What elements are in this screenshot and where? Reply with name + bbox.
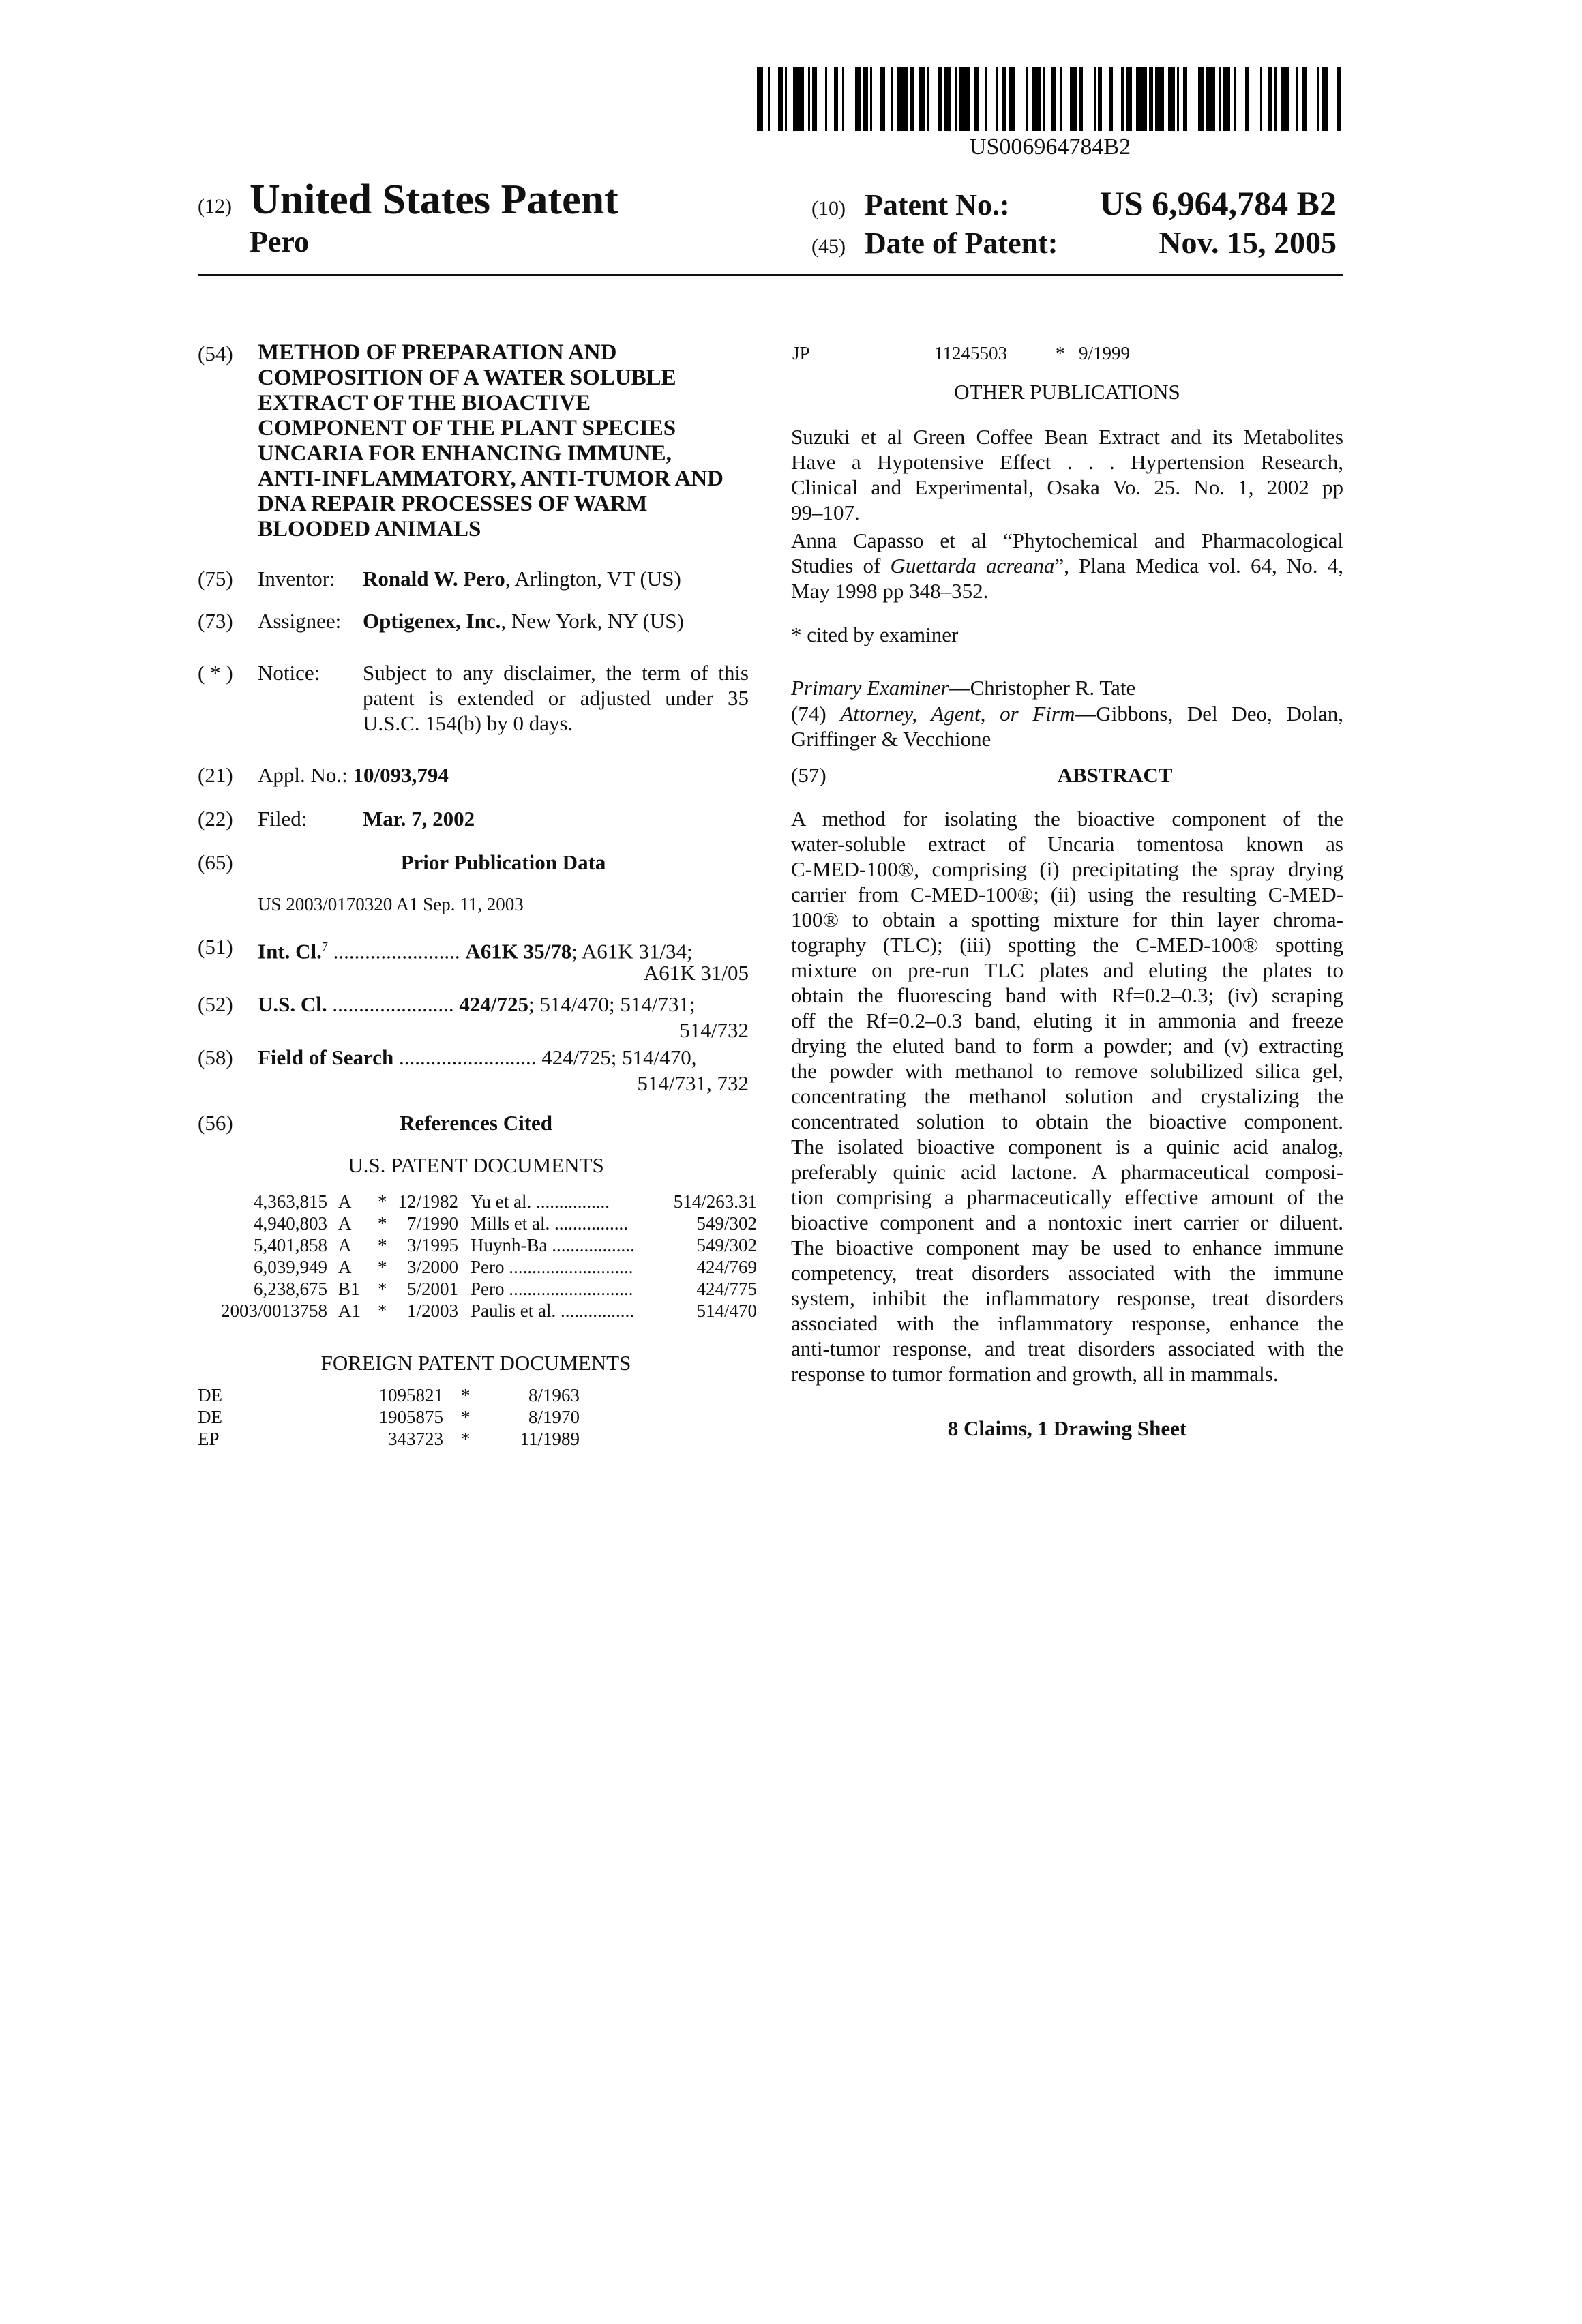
document-name: Paulis et al. ................ bbox=[471, 1300, 634, 1321]
abstract-line: concentrated solution to obtain the bioactive component. bbox=[791, 1109, 1343, 1133]
document-date: 1/2003 bbox=[406, 1300, 458, 1321]
assignee-place: , New York, NY (US) bbox=[501, 609, 684, 633]
abstract-line: water-soluble extract of Uncaria tomentosa known as bbox=[791, 832, 1343, 856]
barcode-bar bbox=[1083, 67, 1094, 131]
filed-date: Mar. 7, 2002 bbox=[363, 807, 475, 831]
abstract-line: bioactive component and a nontoxic inert carrier or diluent. bbox=[791, 1210, 1343, 1234]
us-document-row bbox=[205, 1256, 757, 1279]
barcode-bar bbox=[827, 67, 833, 131]
notice-line: U.S.C. 154(b) by 0 days. bbox=[363, 711, 573, 735]
document-number: 2003/0013758 bbox=[220, 1300, 327, 1321]
examiner-label: Primary Examiner bbox=[791, 676, 949, 700]
barcode-bar bbox=[855, 67, 861, 131]
document-kind: A bbox=[338, 1257, 352, 1277]
jp-country: JP bbox=[792, 343, 810, 363]
barcode-number: US006964784B2 bbox=[969, 134, 1131, 160]
barcode-bar bbox=[919, 67, 925, 131]
publication-line: Have a Hypotensive Effect . . . Hypertension Research, bbox=[791, 450, 1343, 474]
abstract-code: (57) bbox=[791, 763, 826, 787]
species-name: Guettarda acreana bbox=[890, 554, 1055, 578]
abstract-line: carrier from C-MED-100®; (ii) using the resulting C-MED- bbox=[791, 882, 1343, 906]
invention-title bbox=[258, 340, 762, 542]
notice-text bbox=[363, 660, 749, 736]
field-entry bbox=[258, 1045, 749, 1070]
document-number: 5,401,858 bbox=[254, 1235, 327, 1255]
us-document-row bbox=[205, 1278, 757, 1300]
prior-heading: Prior Publication Data bbox=[400, 850, 606, 874]
field-code: (58) bbox=[198, 1045, 233, 1069]
barcode-bar bbox=[1136, 67, 1147, 131]
inventor-code: (75) bbox=[198, 567, 233, 591]
barcode-bar bbox=[1187, 67, 1198, 131]
document-type: United States Patent bbox=[250, 177, 618, 223]
publication-line: Suzuki et al Green Coffee Bean Extract and its Metabolites bbox=[791, 425, 1343, 449]
barcode-bar bbox=[787, 67, 793, 131]
intcl-primary: A61K 35/78 bbox=[465, 939, 572, 964]
cited-by-examiner: * cited by examiner bbox=[791, 623, 959, 646]
prior-code: (65) bbox=[198, 850, 233, 874]
document-number: 4,940,803 bbox=[254, 1213, 327, 1234]
barcode-bar bbox=[944, 67, 951, 131]
us-document-row bbox=[205, 1191, 757, 1213]
foreign-document-row bbox=[198, 1384, 621, 1407]
intcl-secondary: ; A61K 31/34; bbox=[571, 939, 693, 964]
notice-code: ( * ) bbox=[198, 661, 233, 685]
document-name: Huynh-Ba .................. bbox=[471, 1235, 635, 1255]
jp-document-row bbox=[792, 342, 1215, 365]
barcode-bar bbox=[929, 67, 938, 131]
inventor-surname: Pero bbox=[250, 225, 310, 258]
document-kind: B1 bbox=[338, 1279, 360, 1299]
uscl-entry bbox=[258, 992, 749, 1017]
uscl-leader: ....................... bbox=[327, 992, 460, 1016]
assignee-name: Optigenex, Inc. bbox=[363, 609, 501, 633]
refs-heading: References Cited bbox=[399, 1111, 553, 1135]
patent-number-label: Patent No.: bbox=[865, 188, 1010, 222]
notice-label: Notice: bbox=[258, 661, 320, 685]
abstract-line: concentrating the methanol solution and crystalizing the bbox=[791, 1084, 1343, 1108]
code-10: (10) bbox=[811, 197, 846, 220]
uscl-code: (52) bbox=[198, 992, 233, 1016]
date-of-patent: Nov. 15, 2005 bbox=[1159, 225, 1337, 260]
barcode-bar bbox=[1168, 67, 1174, 131]
barcode-bar bbox=[1262, 67, 1268, 131]
barcode-bar bbox=[1249, 67, 1260, 131]
notice-line: Subject to any disclaimer, the term of this bbox=[363, 661, 749, 685]
appl-label: Appl. No.: bbox=[258, 763, 348, 787]
barcode-bar bbox=[1045, 67, 1051, 131]
abstract-line: The bioactive component may be used to enhance immune bbox=[791, 1236, 1343, 1260]
title-line: COMPOSITION OF A WATER SOLUBLE bbox=[258, 366, 676, 390]
abstract-line: drying the eluted band to form a powder; and (v) extracting bbox=[791, 1034, 1343, 1058]
abstract-line: associated with the inflammatory response, enhance the bbox=[791, 1311, 1343, 1335]
document-date: 5/2001 bbox=[406, 1279, 458, 1299]
document-number: 1905875 bbox=[378, 1407, 443, 1427]
publication-line: Anna Capasso et al “Phytochemical and Pharmacological bbox=[791, 528, 1343, 552]
document-class: 514/470 bbox=[696, 1300, 757, 1321]
document-number: 6,039,949 bbox=[254, 1257, 327, 1277]
barcode-bar bbox=[1289, 67, 1296, 131]
filed-code: (22) bbox=[198, 807, 233, 831]
barcode-bar bbox=[1322, 67, 1328, 131]
assignee-entry bbox=[363, 608, 684, 634]
barcode-bar bbox=[1062, 67, 1071, 131]
barcode-bar bbox=[1341, 67, 1343, 131]
title-line: COMPONENT OF THE PLANT SPECIES bbox=[258, 416, 676, 441]
jp-star: * bbox=[1056, 343, 1065, 363]
barcode-bar bbox=[1015, 67, 1026, 131]
title-line: UNCARIA FOR ENHANCING IMMUNE, bbox=[258, 441, 672, 466]
title-line: BLOODED ANIMALS bbox=[258, 517, 481, 541]
cited-star: * bbox=[378, 1300, 387, 1321]
document-date: 3/2000 bbox=[406, 1257, 458, 1277]
barcode-bar bbox=[1236, 67, 1245, 131]
abstract-line: off the Rf=0.2–0.3 band, eluting it in ammonia and freeze bbox=[791, 1009, 1343, 1032]
document-date: 3/1995 bbox=[406, 1235, 458, 1255]
abstract-line: The isolated bioactive component is a quinic acid analog, bbox=[791, 1135, 1343, 1159]
document-kind: A bbox=[338, 1213, 352, 1234]
barcode-image bbox=[757, 67, 1343, 131]
inventor-label: Inventor: bbox=[258, 567, 335, 591]
publication-text: Studies of bbox=[791, 554, 891, 578]
barcode-bar bbox=[1126, 67, 1132, 131]
cited-star: * bbox=[378, 1235, 387, 1255]
document-number: 343723 bbox=[388, 1429, 443, 1449]
document-number: 6,238,675 bbox=[254, 1279, 327, 1299]
uscl-line2: 514/732 bbox=[679, 1018, 749, 1042]
document-kind: A bbox=[338, 1235, 352, 1255]
us-docs-heading: U.S. PATENT DOCUMENTS bbox=[348, 1153, 604, 1177]
appl-code: (21) bbox=[198, 763, 233, 787]
abstract-line: preferably quinic acid lactone. A pharmaceutical composi- bbox=[791, 1160, 1343, 1184]
barcode-bar bbox=[872, 67, 881, 131]
publication-line: May 1998 pp 348–352. bbox=[791, 579, 989, 603]
field-value: 424/725; 514/470, bbox=[541, 1045, 697, 1069]
notice-line: patent is extended or adjusted under 35 bbox=[363, 686, 749, 710]
document-name: Pero ........................... bbox=[471, 1257, 633, 1277]
document-name: Yu et al. ................ bbox=[471, 1191, 610, 1212]
intcl-code: (51) bbox=[198, 935, 233, 959]
attorney-firm: —Gibbons, Del Deo, Dolan, bbox=[1075, 702, 1343, 726]
intcl-line2: A61K 31/05 bbox=[643, 961, 749, 985]
appl-number: 10/093,794 bbox=[353, 763, 449, 787]
attorney-line: Griffinger & Vecchione bbox=[791, 727, 991, 751]
cited-star: * bbox=[378, 1257, 387, 1277]
jp-date: 9/1999 bbox=[1079, 343, 1131, 363]
publication-text: ”, Plana Medica vol. 64, No. 4, bbox=[1054, 554, 1343, 578]
us-document-row bbox=[205, 1234, 757, 1257]
barcode-bar bbox=[1070, 67, 1076, 131]
uscl-primary: 424/725 bbox=[459, 992, 529, 1016]
us-document-row bbox=[205, 1300, 757, 1322]
title-line: ANTI-INFLAMMATORY, ANTI-TUMOR AND bbox=[258, 466, 724, 491]
barcode-bar bbox=[1198, 67, 1204, 131]
assignee-label: Assignee: bbox=[258, 609, 342, 633]
primary-examiner bbox=[791, 675, 1135, 700]
publication-line: Clinical and Experimental, Osaka Vo. 25. No. 1, 2002 pp bbox=[791, 475, 1343, 499]
barcode-bar bbox=[1102, 67, 1108, 131]
intcl-edition: 7 bbox=[321, 940, 328, 953]
abstract-line: the powder with methanol to remove solubilized silica gel, bbox=[791, 1059, 1343, 1083]
title-line: DNA REPAIR PROCESSES OF WARM bbox=[258, 492, 648, 516]
document-country: DE bbox=[198, 1407, 222, 1427]
barcode-bar bbox=[1155, 67, 1164, 131]
attorney-code: (74) bbox=[791, 702, 826, 726]
intcl-leader: ........................ bbox=[327, 939, 466, 964]
foreign-document-row bbox=[198, 1428, 621, 1450]
barcode-bar bbox=[770, 67, 779, 131]
barcode-bar bbox=[1009, 67, 1015, 131]
title-code: (54) bbox=[198, 342, 233, 366]
title-line: EXTRACT OF THE BIOACTIVE bbox=[258, 391, 591, 415]
barcode-bar bbox=[1113, 67, 1122, 131]
abstract-line: A method for isolating the bioactive component of the bbox=[791, 807, 1343, 831]
inventor-entry bbox=[363, 566, 681, 591]
document-date: 7/1990 bbox=[406, 1213, 458, 1234]
document-class: 424/769 bbox=[696, 1257, 757, 1277]
cited-star: * bbox=[461, 1385, 471, 1405]
document-date: 12/1982 bbox=[398, 1191, 458, 1212]
document-kind: A bbox=[338, 1191, 352, 1212]
abstract-line: system, inhibit the inflammatory response, treat disorders bbox=[791, 1286, 1343, 1310]
abstract-heading: ABSTRACT bbox=[1057, 763, 1173, 787]
barcode-bar bbox=[897, 67, 908, 131]
barcode-bar bbox=[959, 67, 970, 131]
document-class: 549/302 bbox=[696, 1235, 757, 1255]
code-12: (12) bbox=[198, 195, 232, 218]
abstract-line: anti-tumor response, and treat disorders associated with the bbox=[791, 1337, 1343, 1360]
publication-capasso bbox=[791, 528, 1343, 604]
document-date: 8/1963 bbox=[528, 1385, 580, 1405]
examiner-name: —Christopher R. Tate bbox=[949, 676, 1136, 700]
document-date: 8/1970 bbox=[528, 1407, 580, 1427]
barcode-bar bbox=[1032, 67, 1041, 131]
refs-code: (56) bbox=[198, 1111, 233, 1135]
cited-star: * bbox=[378, 1279, 387, 1299]
us-document-row bbox=[205, 1212, 757, 1235]
document-class: 549/302 bbox=[696, 1213, 757, 1234]
foreign-docs-heading: FOREIGN PATENT DOCUMENTS bbox=[320, 1351, 631, 1375]
field-label: Field of Search bbox=[258, 1045, 394, 1069]
appl-entry bbox=[258, 762, 449, 788]
barcode-bar bbox=[1281, 67, 1290, 131]
barcode-bar bbox=[987, 67, 996, 131]
abstract-line: competency, treat disorders associated with the immune bbox=[791, 1261, 1343, 1285]
document-kind: A1 bbox=[338, 1300, 361, 1321]
attorney-label: Attorney, Agent, or Firm bbox=[840, 702, 1075, 726]
field-leader: .......................... bbox=[393, 1045, 542, 1069]
inventor-name: Ronald W. Pero bbox=[363, 567, 505, 591]
publication-line bbox=[791, 553, 1343, 578]
code-45: (45) bbox=[811, 235, 846, 258]
publication-line: 99–107. bbox=[791, 501, 860, 524]
abstract-text bbox=[791, 806, 1343, 1386]
jp-number: 11245503 bbox=[934, 343, 1007, 363]
abstract-line: mixture on pre-run TLC plates and eluting the plates to bbox=[791, 958, 1343, 982]
abstract-line: tion comprising a pharmaceutically effective amount of the bbox=[791, 1185, 1343, 1209]
field-line2: 514/731, 732 bbox=[637, 1071, 749, 1095]
attorney bbox=[791, 701, 1343, 751]
patent-number: US 6,964,784 B2 bbox=[1099, 184, 1337, 222]
document-name: Pero ........................... bbox=[471, 1279, 633, 1299]
barcode-bar bbox=[793, 67, 804, 131]
abstract-line: tography (TLC); (iii) spotting the C-MED-100® spotting bbox=[791, 933, 1343, 957]
date-of-patent-label: Date of Patent: bbox=[865, 226, 1058, 260]
intcl-label: Int. Cl. bbox=[258, 939, 322, 964]
barcode-bar bbox=[1328, 67, 1337, 131]
header-rule bbox=[198, 274, 1343, 276]
document-number: 4,363,815 bbox=[254, 1191, 327, 1212]
barcode-bar bbox=[885, 67, 891, 131]
cited-star: * bbox=[378, 1213, 387, 1234]
inventor-place: , Arlington, VT (US) bbox=[505, 567, 681, 591]
document-country: DE bbox=[198, 1385, 222, 1405]
document-name: Mills et al. ................ bbox=[471, 1213, 628, 1234]
document-country: EP bbox=[198, 1429, 220, 1449]
title-line: METHOD OF PREPARATION AND bbox=[258, 340, 617, 365]
barcode-bar bbox=[979, 67, 985, 131]
document-date: 11/1989 bbox=[520, 1429, 580, 1449]
uscl-label: U.S. Cl. bbox=[258, 992, 327, 1016]
abstract-line: obtain the fluorescing band with Rf=0.2–0.3; (iv) scraping bbox=[791, 983, 1343, 1007]
cited-star: * bbox=[461, 1407, 471, 1427]
barcode-bar bbox=[844, 67, 855, 131]
cited-star: * bbox=[378, 1191, 387, 1212]
filed-label: Filed: bbox=[258, 807, 308, 831]
prior-publication: US 2003/0170320 A1 Sep. 11, 2003 bbox=[258, 894, 524, 914]
attorney-line bbox=[791, 701, 1343, 726]
claims-summary: 8 Claims, 1 Drawing Sheet bbox=[947, 1416, 1187, 1440]
barcode-bar bbox=[1307, 67, 1317, 131]
abstract-line: response to tumor formation and growth, all in mammals. bbox=[791, 1362, 1279, 1386]
document-class: 424/775 bbox=[696, 1279, 757, 1299]
document-number: 1095821 bbox=[378, 1385, 443, 1405]
intcl-entry bbox=[258, 934, 749, 964]
abstract-line: 100® to obtain a spotting mixture for thin layer chroma- bbox=[791, 908, 1343, 932]
foreign-document-row bbox=[198, 1406, 621, 1429]
publication-suzuki bbox=[791, 424, 1343, 525]
other-publications-heading: OTHER PUBLICATIONS bbox=[954, 380, 1180, 404]
abstract-line: C-MED-100®, comprising (i) precipitating the spray drying bbox=[791, 857, 1343, 881]
cited-star: * bbox=[461, 1429, 471, 1449]
barcode-bar bbox=[757, 67, 763, 131]
barcode-bar bbox=[1223, 67, 1229, 131]
barcode-bar bbox=[1206, 67, 1215, 131]
uscl-secondary: ; 514/470; 514/731; bbox=[528, 992, 696, 1016]
document-class: 514/263.31 bbox=[673, 1191, 757, 1212]
barcode-bar bbox=[817, 67, 826, 131]
assignee-code: (73) bbox=[198, 609, 233, 633]
